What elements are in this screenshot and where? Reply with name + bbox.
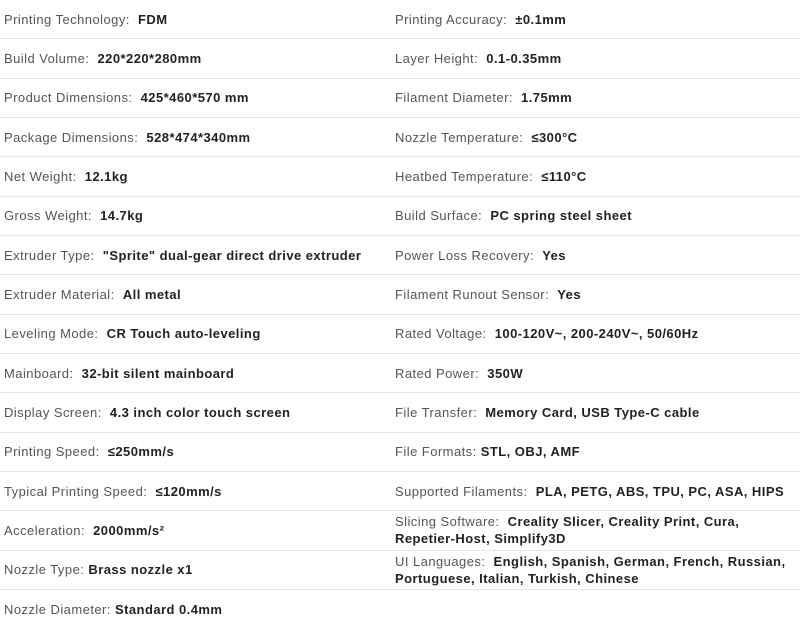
spec-layer-height xyxy=(391,39,800,77)
spec-net-weight xyxy=(0,157,391,195)
spec-printing-accuracy xyxy=(391,0,800,38)
spec-value: 0.1-0.35mm xyxy=(486,50,562,66)
spec-value: FDM xyxy=(137,11,168,27)
spec-label: Leveling Mode: xyxy=(4,326,99,342)
spec-product-dimensions xyxy=(0,79,391,117)
spec-value: Memory Card, USB Type-C cable xyxy=(485,404,700,420)
spec-label: Power Loss Recovery: xyxy=(395,247,535,263)
spec-value: 12.1kg xyxy=(84,168,128,184)
spec-row-11 xyxy=(0,393,800,432)
spec-label: Nozzle Diameter: xyxy=(4,602,111,618)
spec-nozzle-temperature xyxy=(391,118,800,156)
spec-filament-diameter xyxy=(391,79,800,117)
spec-extruder-material xyxy=(0,275,391,313)
spec-label: Product Dimensions: xyxy=(4,90,133,106)
spec-row-13 xyxy=(0,472,800,511)
spec-label: Gross Weight: xyxy=(4,208,92,224)
spec-label: UI Languages: xyxy=(395,553,486,569)
spec-label: Rated Power: xyxy=(395,365,480,381)
spec-value: Yes xyxy=(557,286,582,302)
spec-label: Printing Technology: xyxy=(4,11,130,27)
spec-power-loss-recovery xyxy=(391,236,800,274)
spec-label: Mainboard: xyxy=(4,365,74,381)
spec-acceleration xyxy=(0,511,391,549)
spec-label: Supported Filaments: xyxy=(395,483,528,499)
spec-file-transfer xyxy=(391,393,800,431)
spec-value: 14.7kg xyxy=(100,208,144,224)
spec-row-4 xyxy=(0,118,800,157)
spec-filament-runout-sensor xyxy=(391,275,800,313)
spec-value: 220*220*280mm xyxy=(97,50,202,66)
spec-printing-technology xyxy=(0,0,391,38)
spec-label: Nozzle Type: xyxy=(4,562,85,578)
spec-label: Rated Voltage: xyxy=(395,326,487,342)
spec-value: PLA, PETG, ABS, TPU, PC, ASA, HIPS xyxy=(535,483,785,499)
spec-label: Extruder Type: xyxy=(4,247,95,263)
spec-typical-printing-speed xyxy=(0,472,391,510)
spec-label: Display Screen: xyxy=(4,404,102,420)
spec-display-screen xyxy=(0,393,391,431)
spec-value: "Sprite" dual-gear direct drive extruder xyxy=(102,247,362,263)
spec-value: English, Spanish, German, French, Russian, Portuguese, Italian, Turkish, Chinese xyxy=(395,553,786,586)
spec-mainboard xyxy=(0,354,391,392)
spec-value: 350W xyxy=(487,365,524,381)
spec-build-volume xyxy=(0,39,391,77)
spec-label: Filament Runout Sensor: xyxy=(395,286,550,302)
spec-row-2 xyxy=(0,39,800,78)
spec-label: Net Weight: xyxy=(4,168,77,184)
spec-label: Package Dimensions: xyxy=(4,129,139,145)
spec-value: ≤250mm/s xyxy=(107,444,175,460)
spec-row-9 xyxy=(0,315,800,354)
spec-label: Printing Speed: xyxy=(4,444,100,460)
spec-value: 1.75mm xyxy=(521,90,573,106)
spec-value: 32-bit silent mainboard xyxy=(81,365,235,381)
spec-value: 425*460*570 mm xyxy=(140,90,249,106)
spec-label: Build Volume: xyxy=(4,50,90,66)
spec-package-dimensions xyxy=(0,118,391,156)
spec-nozzle-type xyxy=(0,551,391,589)
spec-file-formats xyxy=(391,433,800,471)
spec-value: Creality Slicer, Creality Print, Cura, Repetier-Host, Simplify3D xyxy=(395,514,740,547)
spec-build-surface xyxy=(391,197,800,235)
spec-value: 528*474*340mm xyxy=(146,129,251,145)
spec-label: File Formats: xyxy=(395,444,477,460)
spec-value: PC spring steel sheet xyxy=(490,208,633,224)
spec-value: 2000mm/s² xyxy=(93,522,165,538)
spec-row-1 xyxy=(0,0,800,39)
spec-value: ≤110°C xyxy=(541,168,587,184)
spec-row-3 xyxy=(0,79,800,118)
spec-value: ≤300°C xyxy=(531,129,578,145)
spec-leveling-mode xyxy=(0,315,391,353)
spec-supported-filaments xyxy=(391,472,800,510)
spec-rated-power xyxy=(391,354,800,392)
spec-gross-weight xyxy=(0,197,391,235)
spec-heatbed-temperature xyxy=(391,157,800,195)
spec-nozzle-diameter xyxy=(0,590,391,629)
spec-label: Filament Diameter: xyxy=(395,90,513,106)
spec-row-7 xyxy=(0,236,800,275)
spec-label: Printing Accuracy: xyxy=(395,11,508,27)
spec-label: Heatbed Temperature: xyxy=(395,168,534,184)
spec-empty-cell xyxy=(391,590,800,629)
spec-row-12 xyxy=(0,433,800,472)
spec-value: Brass nozzle x1 xyxy=(88,562,193,578)
spec-rated-voltage xyxy=(391,315,800,353)
spec-row-5 xyxy=(0,157,800,196)
spec-label: Build Surface: xyxy=(395,208,483,224)
spec-row-15 xyxy=(0,551,800,590)
spec-label: Slicing Software: xyxy=(395,514,500,530)
spec-label: Extruder Material: xyxy=(4,286,115,302)
spec-label: Typical Printing Speed: xyxy=(4,483,148,499)
spec-extruder-type xyxy=(0,236,391,274)
spec-row-10 xyxy=(0,354,800,393)
spec-label: File Transfer: xyxy=(395,404,478,420)
spec-value: 4.3 inch color touch screen xyxy=(109,404,291,420)
spec-printing-speed xyxy=(0,433,391,471)
spec-value: CR Touch auto-leveling xyxy=(106,326,261,342)
spec-row-16 xyxy=(0,590,800,629)
spec-label: Nozzle Temperature: xyxy=(395,129,524,145)
spec-label: Layer Height: xyxy=(395,50,479,66)
spec-value: Standard 0.4mm xyxy=(114,602,223,618)
spec-value: STL, OBJ, AMF xyxy=(480,444,581,460)
spec-value: 100-120V~, 200-240V~, 50/60Hz xyxy=(494,326,699,342)
spec-row-8 xyxy=(0,275,800,314)
spec-value: All metal xyxy=(122,286,182,302)
spec-ui-languages xyxy=(391,551,800,589)
spec-row-6 xyxy=(0,197,800,236)
spec-slicing-software xyxy=(391,511,800,549)
spec-label: Acceleration: xyxy=(4,522,85,538)
spec-value: ±0.1mm xyxy=(515,11,567,27)
spec-value: Yes xyxy=(542,247,566,263)
spec-value: ≤120mm/s xyxy=(155,483,222,499)
spec-row-14 xyxy=(0,511,800,550)
